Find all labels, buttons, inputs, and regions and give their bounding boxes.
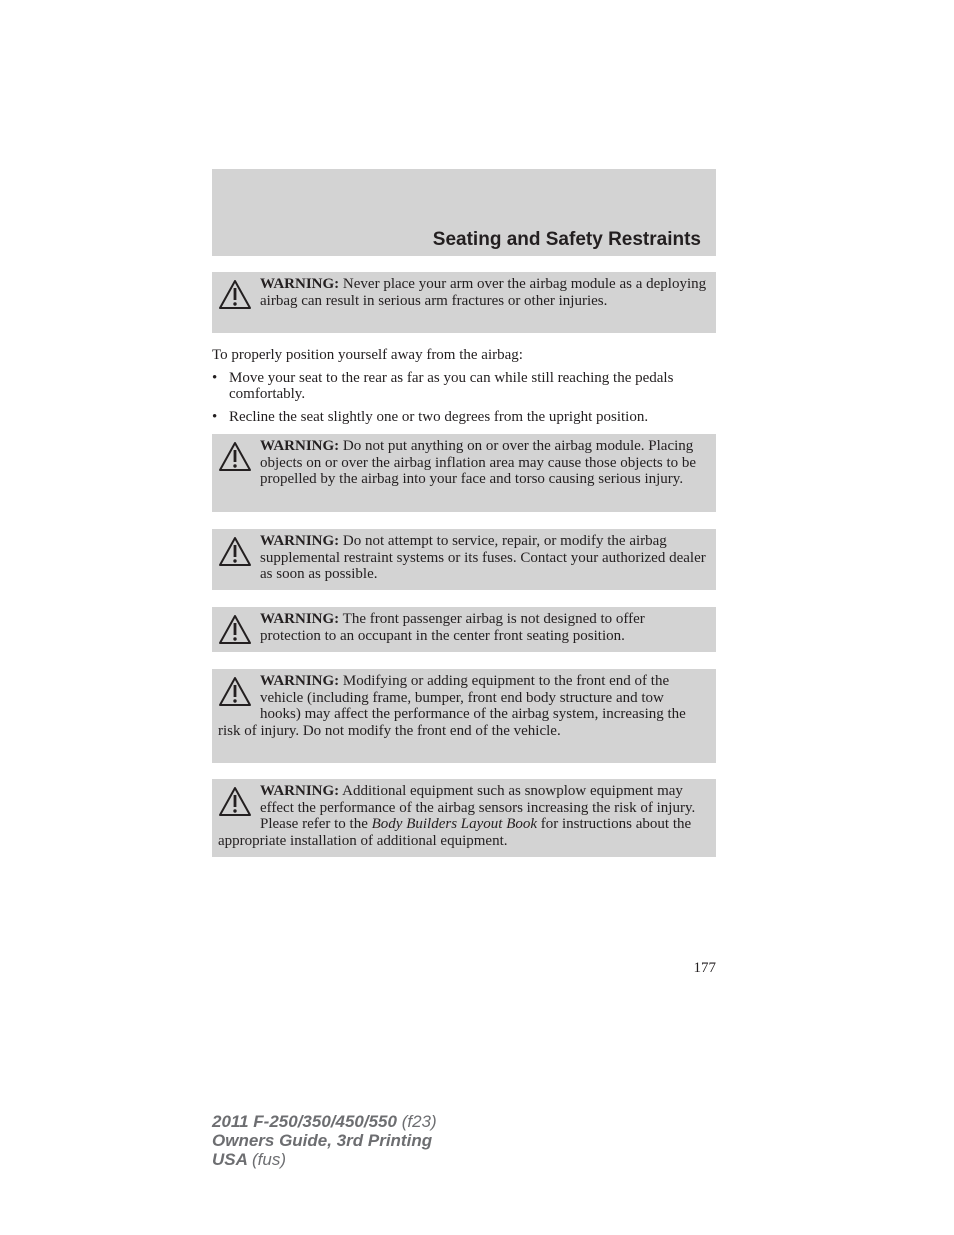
warning-label: WARNING: xyxy=(260,276,340,292)
intro-text: To properly position yourself away from the airbag: xyxy=(212,347,523,363)
warning-triangle-icon xyxy=(218,535,252,568)
bullet-text: Move your seat to the rear as far as you can while still reaching the pedals comfortably. xyxy=(229,369,674,402)
footer-line-3 xyxy=(212,1150,437,1169)
warning-text: for instructions about the appropriate installation of additional equipment. xyxy=(218,816,692,849)
warning-triangle-icon xyxy=(218,440,252,473)
warning-box xyxy=(212,779,716,857)
warning-triangle-icon xyxy=(218,785,252,818)
warning-box xyxy=(212,434,716,512)
warning-label: WARNING: xyxy=(260,438,340,454)
warning-triangle-icon xyxy=(218,278,252,311)
warning-label: WARNING: xyxy=(260,611,340,627)
list-item xyxy=(212,370,716,403)
warning-label: WARNING: xyxy=(260,673,340,689)
warning-triangle-icon xyxy=(218,613,252,646)
model-code: (f23) xyxy=(401,1112,437,1131)
market: USA xyxy=(212,1150,248,1169)
section-header-band xyxy=(212,169,716,256)
warning-text: Do not attempt to service, repair, or modify the airbag supplemental restraint systems or its fuses. Contact your authorized dealer as soon as possible. xyxy=(260,533,706,582)
section-title: Seating and Safety Restraints xyxy=(432,229,701,250)
warning-text: Never place your arm over the airbag module as a deploying airbag can result in serious arm fractures or other injuries. xyxy=(260,276,707,309)
warning-text: Additional equipment such as snowplow equipment may effect the performance of the airbag sensors increasing the risk of injury. Please refer to the xyxy=(260,783,696,832)
list-item xyxy=(212,409,716,426)
bullet-list xyxy=(212,370,716,426)
bullet-text: Recline the seat slightly one or two degrees from the upright position. xyxy=(229,408,649,425)
warning-box xyxy=(212,272,716,333)
warning-triangle-icon xyxy=(218,675,252,708)
footer-line-1 xyxy=(212,1112,437,1131)
model-years: 2011 F-250/350/450/550 xyxy=(212,1112,397,1131)
warning-text: Modifying or adding equipment to the front end of the vehicle (including frame, bumper, front end body structure and tow hooks) may affect the performance of the airbag system, increasing the risk of injury. Do not modify the front end of the vehicle. xyxy=(218,673,686,739)
bullet-marker: • xyxy=(212,369,218,386)
body-section xyxy=(212,347,716,425)
warning-label: WARNING: xyxy=(260,783,340,799)
footer-publication-info xyxy=(212,1112,437,1169)
warning-text: Do not put anything on or over the airbag module. Placing objects on or over the airbag inflation area may cause those objects to be propelled by the airbag into your face and torso causing serious injury. xyxy=(260,438,697,487)
warning-label: WARNING: xyxy=(260,533,340,549)
footer-line-2: Owners Guide, 3rd Printing xyxy=(212,1131,433,1150)
page-number: 177 xyxy=(693,960,716,976)
warning-box xyxy=(212,529,716,590)
bullet-marker: • xyxy=(212,408,218,425)
market-code: (fus) xyxy=(252,1150,286,1169)
warning-text: The front passenger airbag is not designed to offer protection to an occupant in the center front seating position. xyxy=(260,611,645,644)
warning-box xyxy=(212,607,716,652)
book-title: Body Builders Layout Book xyxy=(371,816,538,832)
warning-box xyxy=(212,669,716,763)
